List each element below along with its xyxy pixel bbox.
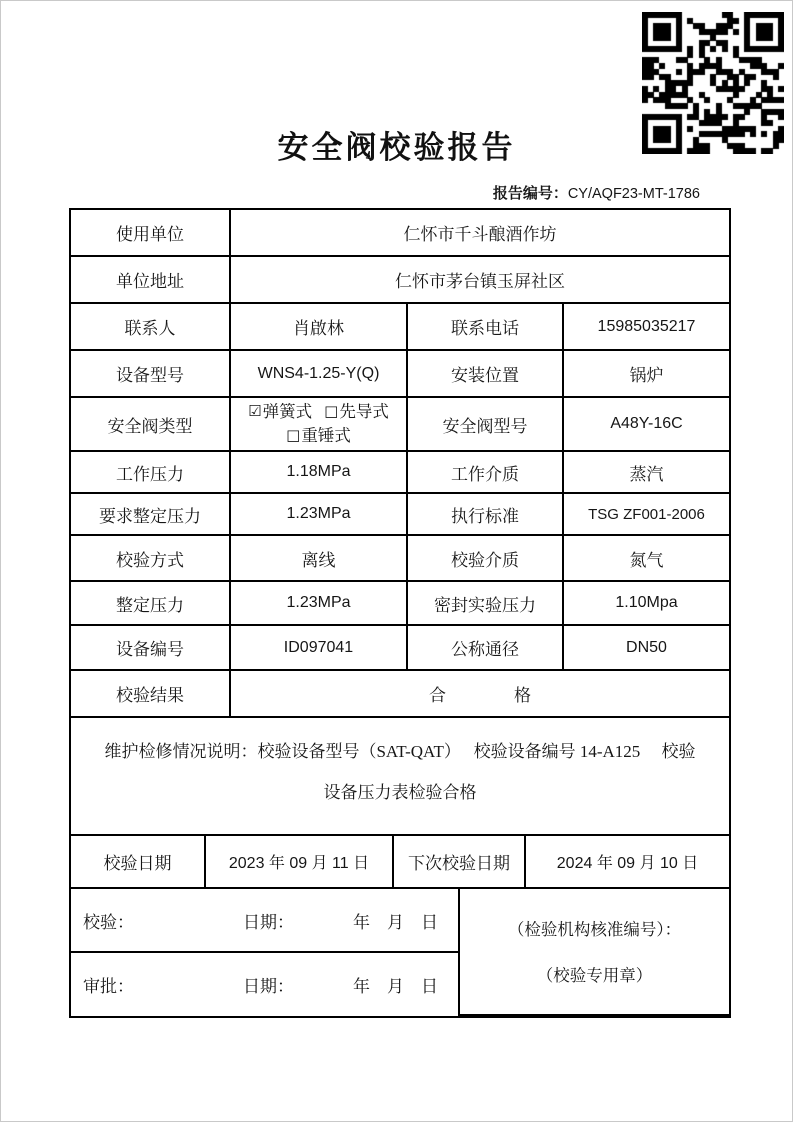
calibration-stamp-label: （校验专用章）	[536, 965, 653, 985]
approver-ymd-label: 年 月 日	[353, 976, 438, 996]
use-unit-value: 仁怀市千斗酿酒作坊	[230, 210, 729, 256]
set-pressure-label: 整定压力	[71, 581, 230, 625]
contact-value: 肖啟林	[230, 303, 407, 350]
option-pilot	[324, 402, 389, 421]
standard-label: 执行标准	[407, 493, 563, 535]
contact-label: 联系人	[71, 303, 230, 350]
table-row-calibration-method	[71, 535, 729, 581]
approver-label: 审批：	[83, 976, 134, 996]
table-row-contact	[71, 303, 729, 350]
option-weight	[286, 426, 351, 445]
calibration-medium-value: 氮气	[563, 535, 729, 581]
report-number	[493, 182, 700, 203]
table-row-dates	[71, 836, 729, 888]
table-row-use-unit	[71, 210, 729, 256]
required-set-pressure-label: 要求整定压力	[71, 493, 230, 535]
verifier-sign-cell	[71, 889, 459, 952]
table-row-equipment-model	[71, 350, 729, 397]
calibration-method-label: 校验方式	[71, 535, 230, 581]
dates-table	[71, 836, 729, 889]
agency-approval-no-label: （检验机构核准编号）：	[507, 919, 682, 939]
calibration-table	[69, 208, 731, 1018]
approver-date-label: 日期：	[243, 976, 294, 996]
approver-sign-cell	[71, 952, 459, 1015]
option-weight-label: 重锤式	[301, 426, 351, 445]
stamp-cell	[459, 889, 729, 1015]
valve-model-label: 安全阀型号	[407, 397, 563, 451]
maintenance-note	[71, 717, 729, 835]
verifier-label: 校验：	[83, 912, 134, 932]
set-pressure-value: 1.23MPa	[230, 581, 407, 625]
maintenance-note-line1: 维护检修情况说明：校验设备型号（SAT-QAT） 校验设备编号 14-A125 校验	[104, 742, 696, 761]
verifier-sign-line	[75, 908, 454, 933]
use-unit-label: 使用单位	[71, 210, 230, 256]
page-title: 安全阀校验报告	[277, 130, 516, 165]
valve-type-label: 安全阀类型	[71, 397, 230, 451]
seal-test-pressure-label: 密封实验压力	[407, 581, 563, 625]
signoff-table	[71, 889, 729, 1016]
calibration-method-value: 离线	[230, 535, 407, 581]
option-spring-label: 弹簧式	[262, 402, 313, 421]
option-spring	[248, 402, 312, 421]
working-pressure-label: 工作压力	[71, 451, 230, 493]
valve-model-value: A48Y-16C	[563, 397, 729, 451]
valve-type-line1	[231, 400, 406, 424]
valve-type-line2	[231, 424, 406, 448]
table-row-required-set-pressure	[71, 493, 729, 535]
equipment-model-label: 设备型号	[71, 350, 230, 397]
equipment-model-value: WNS4-1.25-Y(Q)	[230, 350, 407, 397]
standard-value: TSG ZF001-2006	[563, 493, 729, 535]
unit-address-value: 仁怀市茅台镇玉屏社区	[230, 256, 729, 303]
approver-sign-line	[75, 972, 454, 997]
verifier-date-label: 日期：	[243, 912, 294, 932]
table-row-valve-type	[71, 397, 729, 451]
next-calibration-date-value: 2024 年 09 月 10 日	[525, 836, 729, 888]
verifier-ymd-label: 年 月 日	[353, 912, 438, 932]
equipment-no-label: 设备编号	[71, 625, 230, 670]
nominal-diameter-value: DN50	[563, 625, 729, 670]
equipment-no-value: ID097041	[230, 625, 407, 670]
table-row-verifier	[71, 889, 729, 952]
result-value: 合 格	[230, 670, 729, 717]
checkbox-checked-icon: ☑	[248, 402, 262, 420]
phone-value: 15985035217	[563, 303, 729, 350]
valve-type-options	[230, 397, 407, 451]
option-pilot-label: 先导式	[339, 402, 389, 421]
install-location-value: 锅炉	[563, 350, 729, 397]
working-medium-label: 工作介质	[407, 451, 563, 493]
table-row-equipment-no	[71, 625, 729, 670]
phone-label: 联系电话	[407, 303, 563, 350]
calibration-date-label: 校验日期	[71, 836, 205, 888]
table-row-maintenance-note	[71, 717, 729, 835]
working-pressure-value: 1.18MPa	[230, 451, 407, 493]
calibration-date-value: 2023 年 09 月 11 日	[205, 836, 393, 888]
seal-test-pressure-value: 1.10Mpa	[563, 581, 729, 625]
table-row-working-pressure	[71, 451, 729, 493]
next-calibration-date-label: 下次校验日期	[393, 836, 525, 888]
table-row-result	[71, 670, 729, 717]
checkbox-unchecked-icon: □	[286, 426, 301, 444]
required-set-pressure-value: 1.23MPa	[230, 493, 407, 535]
unit-address-label: 单位地址	[71, 256, 230, 303]
maintenance-note-line2: 设备压力表检验合格	[323, 783, 477, 802]
install-location-label: 安装位置	[407, 350, 563, 397]
main-table	[71, 210, 729, 836]
checkbox-unchecked-icon: □	[324, 402, 339, 420]
report-number-label: 报告编号：	[492, 186, 568, 202]
nominal-diameter-label: 公称通径	[407, 625, 563, 670]
working-medium-value: 蒸汽	[563, 451, 729, 493]
report-number-value: CY/AQF23-MT-1786	[567, 186, 700, 202]
calibration-medium-label: 校验介质	[407, 535, 563, 581]
table-row-unit-address	[71, 256, 729, 303]
result-label: 校验结果	[71, 670, 230, 717]
table-row-set-pressure	[71, 581, 729, 625]
